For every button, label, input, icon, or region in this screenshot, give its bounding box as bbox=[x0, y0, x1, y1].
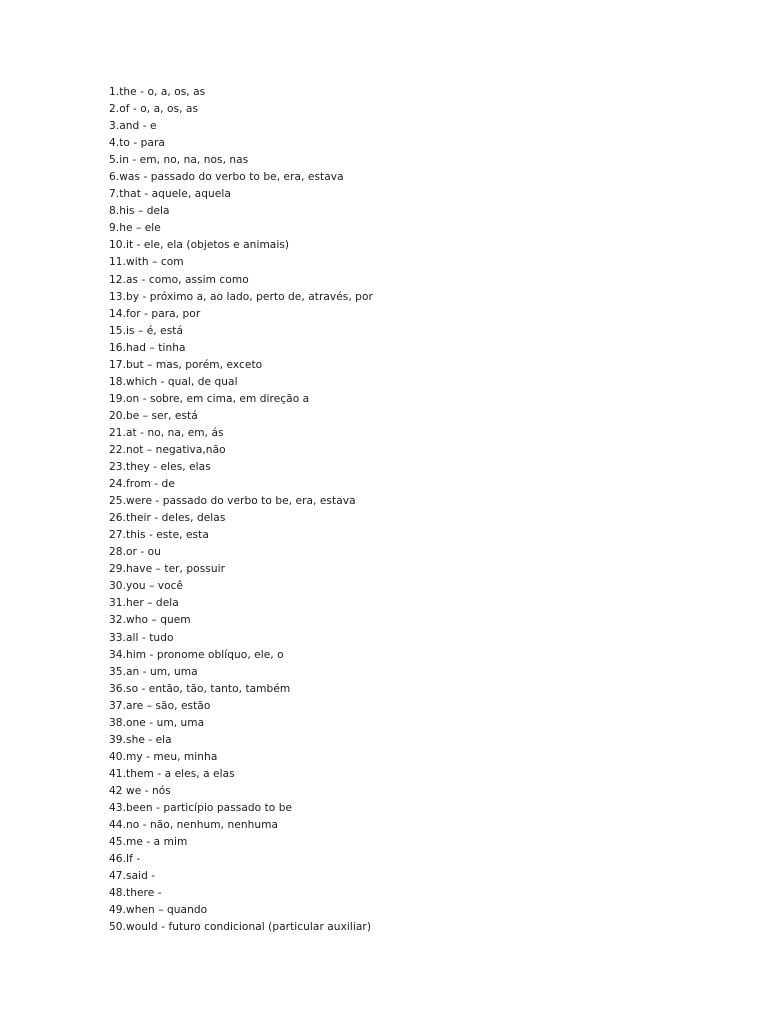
list-item: 26.their - deles, delas bbox=[109, 512, 226, 525]
list-item: 12.as - como, assim como bbox=[109, 273, 249, 286]
list-item: 28.or - ou bbox=[109, 546, 161, 559]
list-item: 21.at - no, na, em, ás bbox=[109, 426, 224, 439]
list-item: 37.are – são, estão bbox=[109, 699, 211, 712]
list-item: 7.that - aquele, aquela bbox=[109, 188, 231, 201]
list-item: 1.the - o, a, os, as bbox=[109, 86, 206, 98]
list-item: 23.they - eles, elas bbox=[109, 461, 211, 474]
list-item: 24.from - de bbox=[109, 478, 175, 491]
list-item: 42 we - nós bbox=[109, 784, 171, 797]
list-item: 14.for - para, por bbox=[109, 307, 201, 320]
list-item: 20.be – ser, está bbox=[109, 409, 198, 422]
list-item: 9.he – ele bbox=[109, 222, 161, 235]
list-item: 6.was - passado do verbo to be, era, estava bbox=[109, 171, 344, 184]
list-item: 36.so - então, tão, tanto, também bbox=[109, 682, 291, 695]
list-item: 31.her – dela bbox=[109, 597, 179, 610]
list-item: 2.of - o, a, os, as bbox=[109, 103, 199, 116]
list-item: 18.which - qual, de qual bbox=[109, 375, 238, 388]
list-item: 43.been - particípio passado to be bbox=[109, 801, 293, 814]
list-item: 11.with – com bbox=[109, 256, 184, 269]
list-item: 32.who – quem bbox=[109, 614, 191, 627]
list-item: 4.to - para bbox=[109, 137, 165, 150]
list-item: 48.there - bbox=[109, 887, 162, 900]
list-item: 33.all - tudo bbox=[109, 631, 174, 644]
list-item: 8.his – dela bbox=[109, 205, 170, 218]
list-item: 35.an - um, uma bbox=[109, 665, 198, 678]
word-list bbox=[109, 84, 373, 936]
list-item: 44.no - não, nenhum, nenhuma bbox=[109, 819, 279, 832]
list-item: 17.but – mas, porém, exceto bbox=[109, 358, 263, 371]
list-item: 41.them - a eles, a elas bbox=[109, 767, 235, 780]
list-item: 50.would - futuro condicional (particular auxiliar) bbox=[109, 921, 372, 934]
list-item: 10.it - ele, ela (objetos e animais) bbox=[109, 239, 290, 252]
list-item: 3.and - e bbox=[109, 120, 157, 133]
list-item: 25.were - passado do verbo to be, era, estava bbox=[109, 495, 356, 508]
list-item: 27.this - este, esta bbox=[109, 529, 209, 542]
list-item: 45.me - a mim bbox=[109, 836, 188, 849]
list-item: 49.when – quando bbox=[109, 904, 208, 917]
list-item: 5.in - em, no, na, nos, nas bbox=[109, 154, 249, 167]
list-item: 29.have – ter, possuir bbox=[109, 563, 225, 576]
list-item: 16.had – tinha bbox=[109, 341, 186, 354]
list-item: 39.she - ela bbox=[109, 733, 172, 746]
list-item: 15.is – é, está bbox=[109, 324, 184, 337]
list-item: 22.not – negativa,não bbox=[109, 443, 226, 456]
list-item: 46.If - bbox=[109, 853, 141, 866]
list-item: 13.by - próximo a, ao lado, perto de, através, por bbox=[109, 290, 373, 303]
list-item: 38.one - um, uma bbox=[109, 716, 205, 729]
list-item: 19.on - sobre, em cima, em direção a bbox=[109, 392, 310, 405]
list-item: 34.him - pronome oblíquo, ele, o bbox=[109, 648, 284, 661]
list-item: 40.my - meu, minha bbox=[109, 750, 218, 763]
list-item: 30.you – você bbox=[109, 580, 184, 593]
list-item: 47.said - bbox=[109, 870, 156, 883]
